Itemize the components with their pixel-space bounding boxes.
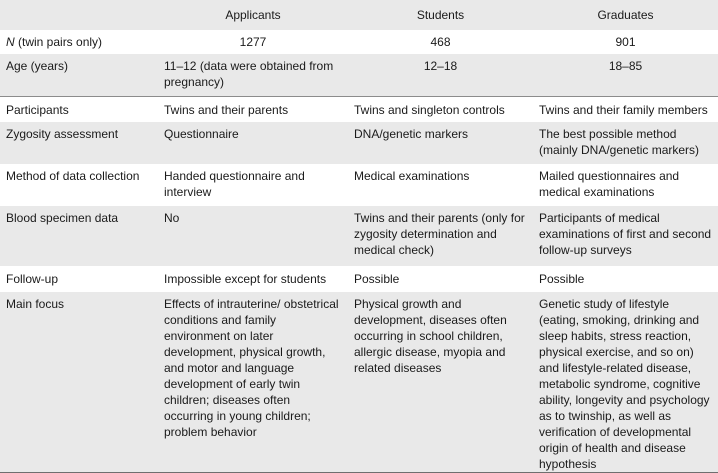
cell-applicants: 1277 xyxy=(239,35,267,49)
cell-students: DNA/genetic markers xyxy=(354,127,469,141)
row-label: Follow-up xyxy=(6,272,59,286)
cell-applicants: 11–12 (data were obtained from pregnancy) xyxy=(164,59,334,89)
row-label: Participants xyxy=(0,96,158,122)
cell-applicants: Handed questionnaire and interview xyxy=(164,169,305,199)
row-label: Method of data collection xyxy=(6,169,140,183)
table-row xyxy=(0,54,718,96)
row-label-n xyxy=(0,30,158,54)
cell-students: 468 xyxy=(430,35,451,49)
cell-graduates: 18–85 xyxy=(608,59,643,73)
table-row xyxy=(0,164,718,206)
row-label: Blood specimen data xyxy=(6,211,119,225)
row-label: Age (years) xyxy=(6,59,69,73)
cell-students: Medical examinations xyxy=(354,169,470,183)
table-row xyxy=(0,266,718,292)
cell-graduates: 901 xyxy=(615,35,636,49)
header-empty-cell xyxy=(0,0,158,30)
table-body xyxy=(0,30,718,473)
cell-students: Physical growth and development, diseases often occurring in school children, allergic disease, myopia and related diseases xyxy=(348,292,533,473)
cell-graduates: Genetic study of lifestyle (eating, smoking, drinking and sleep habits, stress reaction, physical exercise, and so on) and lifestyle-related disease, metabolic syndrome, cognitive ability, longevity and psychology as to twinship, as well as verification of developmental origin of health and disease hypothesis xyxy=(533,292,718,473)
header-graduates: Graduates xyxy=(597,8,654,22)
cell-graduates: The best possible method (mainly DNA/genetic markers) xyxy=(539,127,700,157)
cell-applicants: Impossible except for students xyxy=(164,272,327,286)
row-label: Zygosity assessment xyxy=(6,127,119,141)
table-row xyxy=(0,122,718,164)
table-row xyxy=(0,30,718,54)
cell-applicants: Twins and their parents xyxy=(158,96,348,122)
cell-applicants: Effects of intrauterine/ obstetrical conditions and family environment on later development, physical growth, and motor and language development of early twin children; diseases often occurring in young children; problem behavior xyxy=(158,292,348,473)
cell-students: 12–18 xyxy=(423,59,458,73)
row-label: Main focus xyxy=(0,292,158,473)
header-applicants: Applicants xyxy=(225,8,281,22)
cell-graduates: Twins and their family members xyxy=(533,96,718,122)
cell-students: Twins and their parents (only for zygosity determination and medical check) xyxy=(354,211,525,257)
header-row xyxy=(0,0,718,30)
cell-graduates: Participants of medical examinations of first and second follow-up surveys xyxy=(539,211,712,257)
table-row xyxy=(0,292,718,473)
row-label-n-italic: N xyxy=(6,35,15,49)
table-row xyxy=(0,96,718,122)
cell-students: Twins and singleton controls xyxy=(348,96,533,122)
header-students: Students xyxy=(416,8,465,22)
cell-students: Possible xyxy=(354,272,400,286)
row-label-n-rest: (twin pairs only) xyxy=(14,35,103,49)
table-header xyxy=(0,0,718,30)
cell-graduates: Possible xyxy=(539,272,585,286)
cell-applicants: No xyxy=(164,211,180,225)
table-row xyxy=(0,206,718,266)
cell-applicants: Questionnaire xyxy=(164,127,239,141)
cell-graduates: Mailed questionnaires and medical examinations xyxy=(539,169,680,199)
